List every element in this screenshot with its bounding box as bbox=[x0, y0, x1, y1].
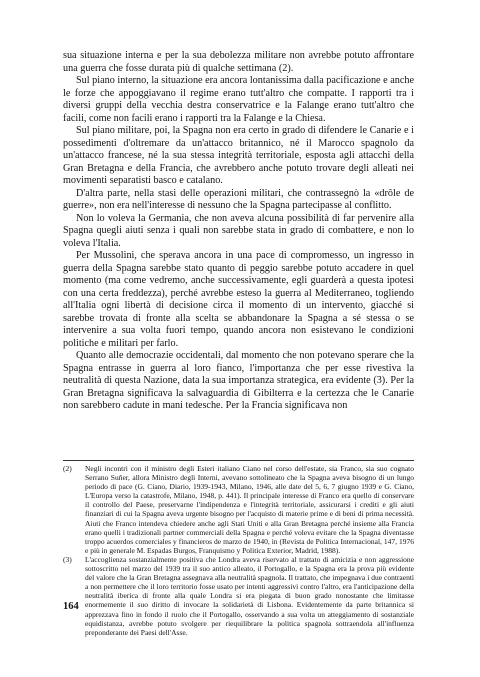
footnote-text: L'accoglienza sostanzialmente positiva che Londra aveva riservato al trattato di amicizia e non aggressione sottoscritto nel marzo del 1939 tra il suo antico alleato, il Portogallo, e la Spagna era la prova più evidente del valore che la Gran Bretagna assegnava alla neutralità spagnola. Il trattato, che impegnava i due contraenti a non permettere che il loro territorio fosse usato per intenti aggressivi contro l'altro, era l'anticipazione della neutralità iberica di fronte alla quale Londra si era piegata di buon grado nonostante che limitasse enormemente il suo diritto di invocare la solidarietà di Lisbona. Evidentemente da parte britannica si apprezzava fino in fondo il ruolo che il Portogallo, osservando a sua volta un atteggiamento di sostanziale equidistanza, avrebbe potuto svolgere per riequilibrare la politica spagnola sottraendola all'influenza preponderante dei Paesi dell'Asse. bbox=[85, 554, 414, 637]
footnote-text: Negli incontri con il ministro degli Esteri italiano Ciano nel corso dell'estate, sia Franco, sia suo cognato Serrano Suñer, allora Ministro degli Interni, avevano sottolineato che la Spagna aveva bisogno di un lungo periodo di pace (G. Ciano, Diario, 1939-1943, Milano, 1946, alle date del 5, 6, 7 giugno 1939 e G. Ciano, L'Europa verso la catastrofe, Milano, 1948, p. 441). Il principale interesse di Franco era quello di conservare il controllo del Paese, preservarne l'indipendenza e l'integrità territoriale, assicurarsi i crediti e gli aiuti finanziari di cui la Spagna aveva urgente bisogno per l'acquisto di materie prime e di beni di prima necessità. Aiuti che Franco intendeva chiedere anche agli Stati Uniti e alla Gran Bretagna perché insieme alla Francia erano quelli i tradizionali partner commerciali della Spagna e perché voleva evitare che la Spagna diventasse troppo acuerdos comerciales y financieros de marzo de 1940, in (Revista de Politica Internacional, 147, 1976 e più in generale M. Espadas Burgos, Franquismo y Politica Exterior, Madrid, 1988). bbox=[85, 464, 414, 555]
footnotes bbox=[63, 460, 414, 637]
paragraph: D'altra parte, nella stasi delle operazioni militari, che contrassegnò la «drôle de guerre», non era nell'interesse di nessuno che la Spagna partecipasse al conflitto. bbox=[63, 187, 414, 211]
paragraph: Non lo voleva la Germania, che non aveva alcuna possibilità di far pervenire alla Spagna quegli aiuti senza i quali non sarebbe stata in grado di combattere, e non lo voleva l'Italia. bbox=[63, 212, 414, 249]
paragraph: Quanto alle democrazie occidentali, dal momento che non potevano sperare che la Spagna entrasse in guerra al loro fianco, l'importanza che per esse rivestiva la neutralità di questa Nazione, data la sua importanza strategica, era evidente (3). Per la Gran Bretagna significava la salvaguardia di Gibilterra e la certezza che le Canarie non sarebbero cadute in mani tedesche. Per la Francia significava non bbox=[63, 350, 414, 411]
paragraph: Per Mussolini, che sperava ancora in una pace di compromesso, un ingresso in guerra della Spagna sarebbe stato quanto di peggio sarebbe potuto accadere in quel momento (ma come vedremo, anche successivamente, egli guarderà a questa ipotesi con una certa freddezza), perché avrebbe esteso la guerra al Mediterraneo, togliendo all'Italia ogni libertà di decisione circa il momento di un intervento, giacché si sarebbe trovata di fronte alla scelta se abbandonare la Spagna a sé stessa o se intervenire a sua volta fuori tempo, quando ancora non esistevano le condizioni politiche e militari per farlo. bbox=[63, 250, 414, 349]
paragraph: Sul piano interno, la situazione era ancora lontanissima dalla pacificazione e anche le forze che appoggiavano il regime erano tutt'altro che compatte. I rapporti tra i diversi gruppi della vecchia destra conservatrice e la Falange erano tutt'altro che facili, come non facili erano i rapporti tra la Falange e la Chiesa. bbox=[63, 75, 414, 124]
footnote bbox=[63, 555, 414, 637]
paragraph: Sul piano militare, poi, la Spagna non era certo in grado di difendere le Canarie e i possedimenti d'oltremare da un'attacco britannico, né il Marocco spagnolo da un'attacco francese, né la sua stessa integrità territoriale, esposta agli attacchi della Gran Bretagna e della Francia, che avrebbero anche potuto trovare degli alleati nei movimenti separatisti basco e catalano. bbox=[63, 125, 414, 186]
page-number: 164 bbox=[63, 601, 79, 612]
main-text bbox=[63, 50, 414, 413]
paragraph: sua situazione interna e per la sua debolezza militare non avrebbe potuto affrontare una guerra che fosse durata più di qualche settimana (2). bbox=[63, 50, 414, 74]
footnote-number: (2) bbox=[63, 464, 72, 473]
footnote-number: (3) bbox=[63, 554, 72, 564]
footnote bbox=[63, 464, 414, 555]
